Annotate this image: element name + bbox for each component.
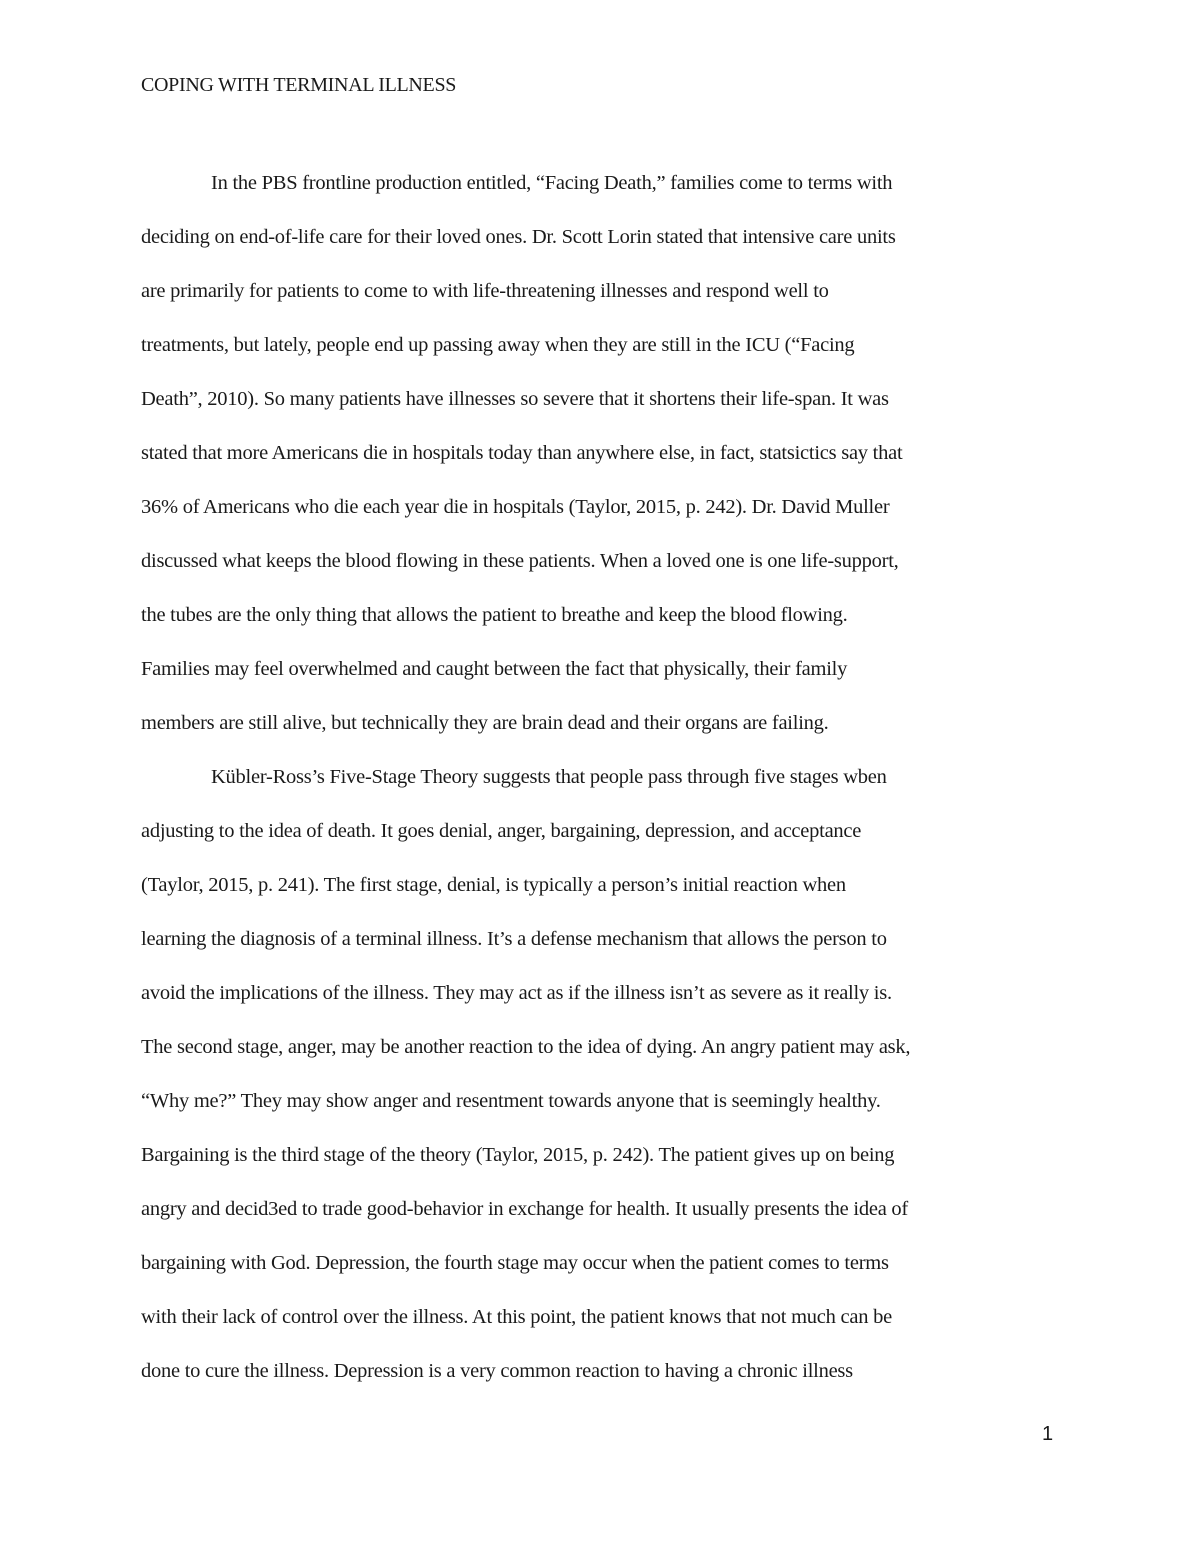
paragraph-2-line-5: avoid the implications of the illness. They may act as if the illness isn’t as severe as it really is. xyxy=(141,982,892,1004)
paragraph-1-line-9: the tubes are the only thing that allows the patient to breathe and keep the blood flowing. xyxy=(141,604,848,626)
paragraph-1-line-2: deciding on end-of-life care for their loved ones. Dr. Scott Lorin stated that intensive care units xyxy=(141,226,896,248)
paragraph-1-line-8: discussed what keeps the blood flowing in these patients. When a loved one is one life-support, xyxy=(141,550,899,572)
page-number: 1 xyxy=(1042,1423,1054,1445)
paragraph-2-line-10: bargaining with God. Depression, the fourth stage may occur when the patient comes to terms xyxy=(141,1252,889,1274)
paragraph-2-line-11: with their lack of control over the illness. At this point, the patient knows that not much can be xyxy=(141,1306,892,1328)
paragraph-2-line-12: done to cure the illness. Depression is a very common reaction to having a chronic illness xyxy=(141,1360,853,1382)
paragraph-2-line-8: Bargaining is the third stage of the theory (Taylor, 2015, p. 242). The patient gives up on being xyxy=(141,1144,895,1166)
paragraph-2-line-4: learning the diagnosis of a terminal illness. It’s a defense mechanism that allows the person to xyxy=(141,928,887,950)
paragraph-1-line-11: members are still alive, but technically they are brain dead and their organs are failing. xyxy=(141,712,829,734)
paragraph-1-line-6: stated that more Americans die in hospitals today than anywhere else, in fact, statsictics say that xyxy=(141,442,903,464)
paragraph-2-line-6: The second stage, anger, may be another reaction to the idea of dying. An angry patient may ask, xyxy=(141,1036,911,1058)
paragraph-2-line-2: adjusting to the idea of death. It goes denial, anger, bargaining, depression, and acceptance xyxy=(141,820,862,842)
paragraph-2-line-1: Kübler-Ross’s Five-Stage Theory suggests that people pass through five stages wben xyxy=(211,766,887,788)
running-head: COPING WITH TERMINAL ILLNESS xyxy=(141,74,457,96)
paragraph-1-line-4: treatments, but lately, people end up passing away when they are still in the ICU (“Facing xyxy=(141,334,855,356)
paragraph-2-line-9: angry and decid3ed to trade good-behavior in exchange for health. It usually presents the idea of xyxy=(141,1198,908,1220)
paragraph-1-line-3: are primarily for patients to come to with life-threatening illnesses and respond well to xyxy=(141,280,829,302)
paragraph-1-line-7: 36% of Americans who die each year die in hospitals (Taylor, 2015, p. 242). Dr. David Muller xyxy=(141,496,890,518)
paragraph-1-line-1: In the PBS frontline production entitled, “Facing Death,” families come to terms with xyxy=(211,172,893,194)
paragraph-2-line-7: “Why me?” They may show anger and resentment towards anyone that is seemingly healthy. xyxy=(141,1090,881,1112)
paragraph-1-line-5: Death”, 2010). So many patients have illnesses so severe that it shortens their life-span. It was xyxy=(141,388,889,410)
paragraph-2-line-3: (Taylor, 2015, p. 241). The first stage, denial, is typically a person’s initial reaction when xyxy=(141,874,846,896)
paragraph-1-line-10: Families may feel overwhelmed and caught between the fact that physically, their family xyxy=(141,658,848,680)
